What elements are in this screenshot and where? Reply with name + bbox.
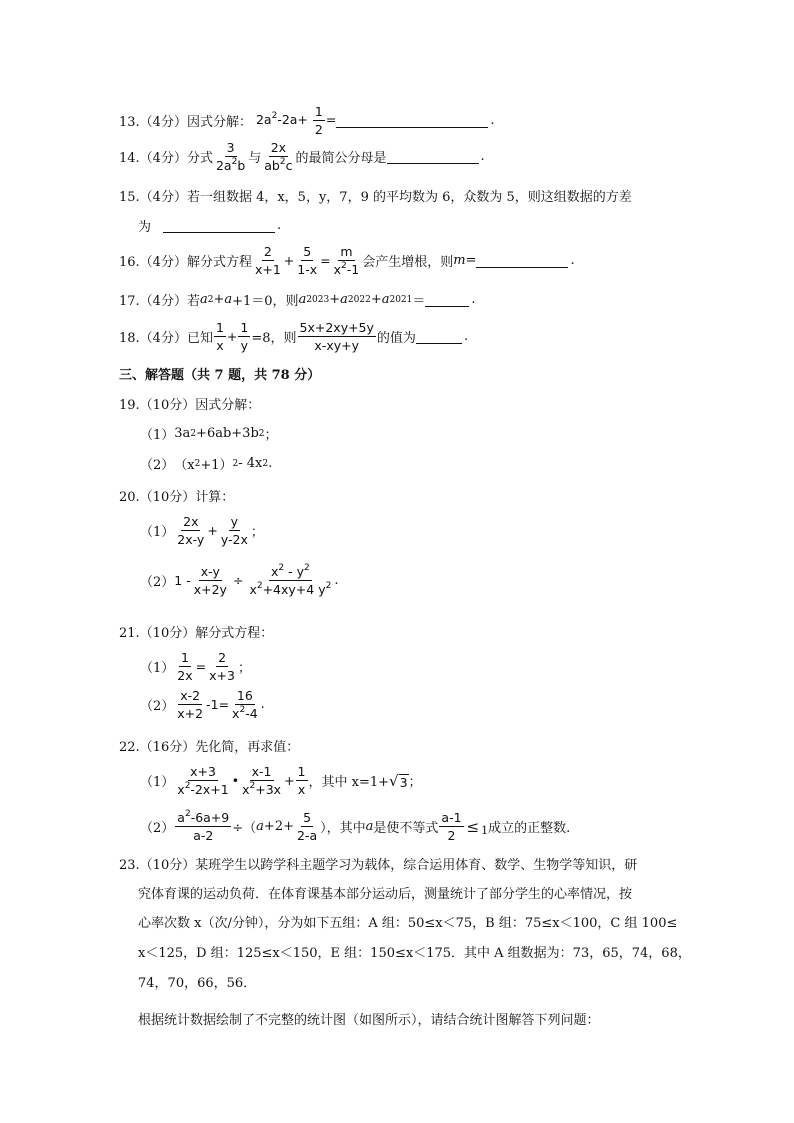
question-22: 22.（16分）先化简，再求值：: [119, 740, 300, 755]
q18-fraction: $\frac{5x+2xy+5y}{x-xy+y}$: [299, 320, 374, 353]
question-23-line-1: 23.（10分）某班学生以跨学科主题学习为载体，综合运用体育、数学、生物学等知识，研: [119, 858, 638, 873]
q13-fraction: $\frac{1}{2}$: [314, 104, 323, 137]
question-15-cont: 为 .: [138, 218, 282, 235]
q19-part-1: （1） 3a 2 +6ab+3b 2 ；: [140, 426, 278, 443]
question-23-line-2: 究体育课的运动负荷．在体育课基本部分运动后，测量统计了部分学生的心率情况，按: [138, 887, 633, 902]
q14-fraction-1: $\frac{3}{2a^2b}$: [215, 140, 246, 173]
q14-answer-blank[interactable]: [387, 149, 479, 164]
question-19: 19.（10分）因式分解：: [119, 398, 261, 413]
question-14: 14.（4分）分式 $\frac{3}{2a^2b}$ 与 $\frac{2x}{ab^2c}$ 的最简公分母是 .: [119, 140, 485, 173]
question-23-line-5: 74，70，66，56．: [138, 976, 257, 991]
question-18: 18.（4分）已知 $\frac{1}{x}$ + $\frac{1}{y}$ =8，则 $\frac{5x+2xy+5y}{x-xy+y}$ 的值为 .: [119, 320, 469, 353]
q13-label: 13.（4分）因式分解：: [119, 115, 252, 130]
q20-part-1: （1） $\frac{2x}{2x-y}$ + $\frac{y}{y-2x}$ ；: [140, 514, 264, 547]
q14-fraction-2: $\frac{2x}{ab^2c}$: [264, 140, 293, 173]
question-20: 20.（10分）计算：: [119, 490, 235, 505]
q18-answer-blank[interactable]: [416, 329, 462, 344]
q22-part-1: （1） $\frac{x+3}{x^2-2x+1}$ • $\frac{x-1}{x^2+3x}$ + $\frac{1}{x}$ ，其中 x=1+ √ 3 ；: [140, 764, 422, 797]
question-23-line-6: 根据统计数据绘制了不完整的统计图（如图所示），请结合统计图解答下列问题：: [138, 1013, 600, 1028]
q13-answer-blank[interactable]: [336, 113, 488, 128]
question-13: 13.（4分）因式分解： $2a^2-2a+$ $\frac{1}{2}$ = .: [119, 104, 495, 137]
section-heading: 三、解答题（共 7 题，共 78 分）: [119, 368, 321, 383]
question-16: 16.（4分）解分式方程 $\frac{2}{x+1}$ + $\frac{5}{1-x}$ = $\frac{m}{x^2-1}$ 会产生增根，则 m = .: [119, 244, 575, 277]
question-15: [119, 186, 632, 205]
q20-part-2: （2） 1 - $\frac{x-y}{x+2y}$ ÷ $\frac{x^2 - y^2}{x^2+4xy+4 y^2}$ .: [140, 563, 339, 597]
q17-answer-blank[interactable]: [425, 292, 469, 307]
question-21: 21.（10分）解分式方程：: [119, 626, 274, 641]
question-17: 17.（4分）若 a 2 + a +1＝0，则 a 2023 + a 2022 + a 2021 ＝ .: [119, 292, 476, 309]
question-23-line-3: 心率次数 x（次/分钟），分为如下五组：A 组：50≤x＜75，B 组：75≤x＜100，C 组 100≤: [138, 916, 678, 931]
q21-part-2: （2） $\frac{x-2}{x+2}$ -1= $\frac{16}{x^2-4}$ .: [140, 688, 265, 721]
q15-text: 15.（4分）若一组数据 4，x，5，y，7，9 的平均数为 6，众数为 5，则这组数据的方差: [119, 190, 632, 205]
q15-answer-blank[interactable]: [163, 218, 275, 233]
question-23-line-4: x＜125，D 组：125≤x＜150，E 组：150≤x＜175．其中 A 组数据为：73，65，74，68，: [138, 946, 691, 961]
q21-part-1: （1） $\frac{1}{2x}$ = $\frac{2}{x+3}$ ；: [140, 650, 251, 683]
q13-expr: 2a: [255, 112, 272, 127]
q19-part-2: （2） （x 2 +1） 2 - 4x 2 .: [140, 456, 273, 473]
q16-label: 16.（4分）解分式方程: [119, 255, 252, 270]
q16-answer-blank[interactable]: [476, 253, 568, 268]
q14-label: 14.（4分）分式: [119, 151, 213, 166]
sqrt-symbol: √ 3: [389, 771, 408, 790]
q22-part-2: （2） $\frac{a^2-6a+9}{a-2}$ ÷（ a +2+ $\frac{5}{2-a}$ ），其中 a 是使不等式 $\frac{a-1}{2}$ ≤ 1 成立的正整数.: [140, 809, 571, 843]
